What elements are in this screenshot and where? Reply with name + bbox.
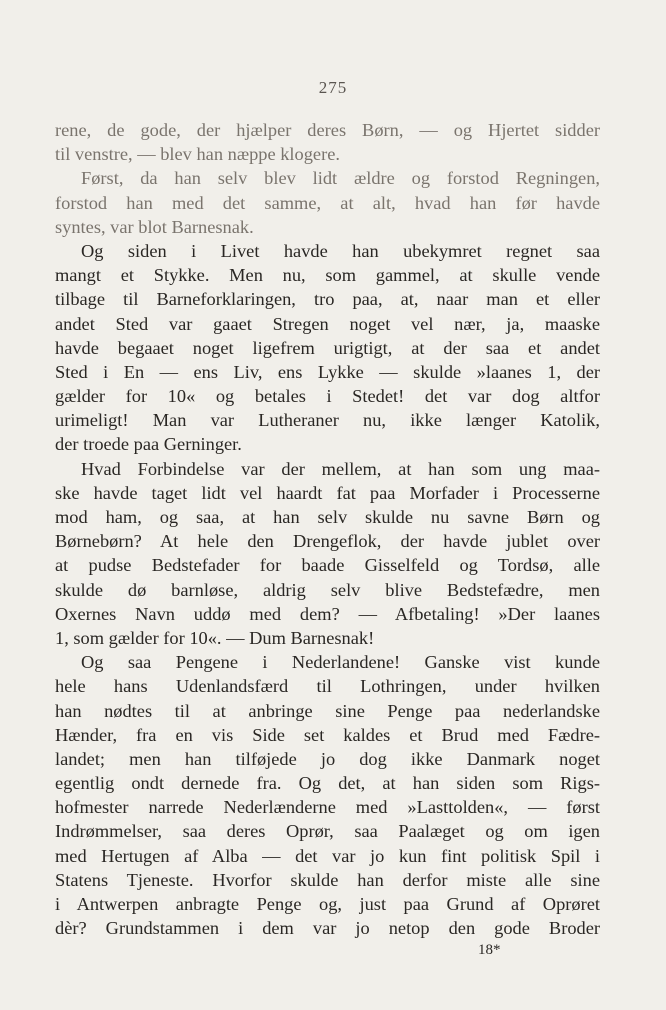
text-line: ske havde taget lidt vel haardt fat paa Morfader i Processerne (55, 482, 600, 503)
text-line: egentlig ondt dernede fra. Og det, at han siden som Rigs- (55, 773, 600, 794)
text-line: 1, som gælder for 10«. — Dum Barnesnak! (55, 627, 375, 648)
text-line: med Hertugen af Alba — det var jo kun fint politisk Spil i (55, 845, 600, 866)
text-line: syntes, var blot Barnesnak. (55, 216, 254, 237)
paragraph-start-line: Og siden i Livet havde han ubekymret regnet saa (81, 240, 600, 261)
text-line: rene, de gode, der hjælper deres Børn, — og Hjertet sidder (55, 120, 600, 140)
paragraph-start-line: Og saa Pengene i Nederlandene! Ganske vist kunde (81, 652, 600, 673)
text-line: mangt et Stykke. Men nu, som gammel, at skulle vende (55, 265, 600, 286)
text-line: Indrømmelser, saa deres Oprør, saa Paalæget og om igen (55, 821, 600, 842)
page-number: 275 (318, 78, 348, 97)
text-line: dèr? Grundstammen i dem var jo netop den gode Broder (55, 918, 600, 939)
text-line: mod ham, og saa, at han selv skulde nu savne Børn og (55, 507, 600, 527)
text-line: forstod han med det samme, at alt, hvad han før havde (55, 192, 600, 213)
text-line: Børnebørn? At hele den Drengeflok, der havde jublet over (55, 531, 600, 552)
text-line: skulde dø barnløse, aldrig selv blive Bedstefædre, men (55, 579, 600, 600)
paragraph-start-line: Hvad Forbindelse var der mellem, at han som ung maa- (81, 458, 600, 479)
signature-mark: 18* (478, 942, 501, 958)
text-line: havde begaaet noget ligefrem urigtigt, at der saa et andet (55, 337, 600, 358)
text-line: urimeligt! Man var Lutheraner nu, ikke længer Katolik, (55, 410, 600, 431)
text-line: han nødtes til at anbringe sine Penge paa nederlandske (55, 700, 600, 721)
text-line: landet; men han tilføjede jo dog ikke Danmark noget (55, 748, 600, 769)
text-line: hofmester narrede Nederlænderne med »Lasttolden«, — først (55, 797, 600, 818)
text-line: at pudse Bedstefader for baade Gisselfeld og Tordsø, alle (55, 555, 600, 576)
text-line: der troede paa Gerninger. (55, 434, 242, 455)
body-text (55, 118, 600, 940)
text-line: Hænder, fra en vis Side set kaldes et Brud med Fædre- (55, 724, 600, 745)
text-line: andet Sted var gaaet Stregen noget vel nær, ja, maaske (55, 313, 600, 334)
text-line: Oxernes Navn uddø med dem? — Afbetaling! »Der laanes (55, 603, 600, 624)
text-line: i Antwerpen anbragte Penge og, just paa Grund af Oprøret (55, 894, 600, 914)
text-line: tilbage til Barneforklaringen, tro paa, at, naar man et eller (55, 289, 600, 310)
text-line: til venstre, — blev han næppe klogere. (55, 144, 340, 165)
paragraph-start-line: Først, da han selv blev lidt ældre og forstod Regningen, (81, 168, 600, 189)
text-line: Sted i En — ens Liv, ens Lykke — skulde »laanes 1, der (55, 361, 600, 382)
text-line: Statens Tjeneste. Hvorfor skulde han derfor miste alle sine (55, 869, 600, 890)
text-line: hele hans Udenlandsfærd til Lothringen, under hvilken (55, 676, 600, 697)
text-line: gælder for 10« og betales i Stedet! det var dog altfor (55, 386, 600, 407)
